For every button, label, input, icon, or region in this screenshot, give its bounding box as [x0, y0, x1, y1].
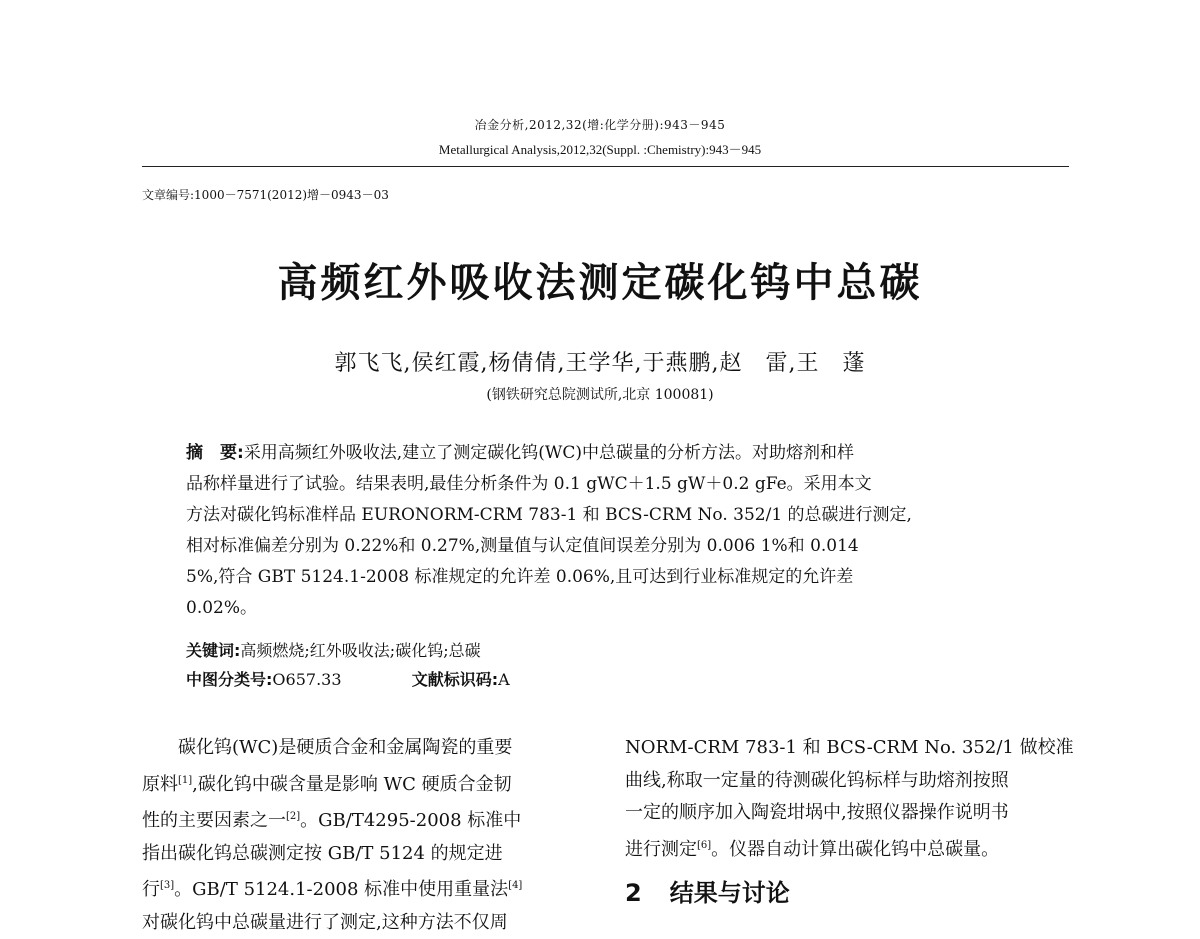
citation-ref: [1]	[178, 775, 192, 786]
article-number: 文章编号:1000－7571(2012)增－0943－03	[142, 186, 389, 203]
citation-ref: [4]	[508, 880, 522, 891]
body-column-left	[142, 732, 582, 939]
body-line: 指出碳化钨总碳测定按 GB/T 5124 的规定进	[142, 838, 582, 871]
doc-code-value: A	[498, 670, 510, 689]
citation-ref: [2]	[286, 811, 300, 822]
journal-citation-en: Metallurgical Analysis,2012,32(Suppl. :Chemistry):943－945	[0, 139, 1200, 158]
abstract-line: 相对标准偏差分别为 0.22%和 0.27%,测量值与认定值间误差分别为 0.006 1%和 0.014	[186, 531, 1032, 562]
section-heading	[625, 873, 790, 908]
body-line: 碳化钨(WC)是硬质合金和金属陶瓷的重要	[142, 732, 582, 765]
body-line: 曲线,称取一定量的待测碳化钨标样与助熔剂按照	[625, 765, 1069, 798]
body-line: 对碳化钨中总碳量进行了测定,这种方法不仅周	[142, 907, 582, 939]
body-line: 性的主要因素之一[2]。GB/T4295-2008 标准中	[142, 801, 582, 838]
clc-label: 中图分类号:	[186, 670, 272, 689]
affiliation: (钢铁研究总院测试所,北京 100081)	[0, 384, 1200, 404]
classification	[186, 667, 510, 690]
body-line: 行[3]。GB/T 5124.1-2008 标准中使用重量法[4]	[142, 870, 582, 907]
paper-title: 高频红外吸收法测定碳化钨中总碳	[0, 251, 1200, 308]
abstract-line: 品称样量进行了试验。结果表明,最佳分析条件为 0.1 gWC＋1.5 gW＋0.2 gFe。采用本文	[186, 469, 1032, 500]
body-column-right	[625, 732, 1069, 866]
abstract-line: 0.02%。	[186, 593, 1032, 624]
abstract-text: 采用高频红外吸收法,建立了测定碳化钨(WC)中总碳量的分析方法。对助熔剂和样	[244, 443, 854, 463]
keywords	[186, 638, 481, 661]
section-number: 2	[625, 879, 642, 907]
abstract-line	[186, 438, 1032, 469]
doc-code-label: 文献标识码:	[412, 670, 498, 689]
authors: 郭飞飞,侯红霞,杨倩倩,王学华,于燕鹏,赵 雷,王 蓬	[0, 346, 1200, 377]
body-line: NORM-CRM 783-1 和 BCS-CRM No. 352/1 做校准	[625, 732, 1069, 765]
body-line: 一定的顺序加入陶瓷坩埚中,按照仪器操作说明书	[625, 797, 1069, 830]
clc-value: O657.33	[272, 670, 341, 689]
abstract-line: 方法对碳化钨标准样品 EURONORM-CRM 783-1 和 BCS-CRM No. 352/1 的总碳进行测定,	[186, 500, 1032, 531]
keywords-value: 高频燃烧;红外吸收法;碳化钨;总碳	[240, 641, 480, 660]
citation-ref: [6]	[697, 840, 711, 851]
journal-citation-cn: 冶金分析,2012,32(增:化学分册):943－945	[0, 116, 1200, 133]
body-line: 进行测定[6]。仪器自动计算出碳化钨中总碳量。	[625, 830, 1069, 867]
body-line: 原料[1],碳化钨中碳含量是影响 WC 硬质合金韧	[142, 765, 582, 802]
section-title: 结果与讨论	[670, 879, 790, 907]
header-rule	[142, 166, 1069, 167]
keywords-label: 关键词:	[186, 641, 240, 660]
citation-ref: [3]	[160, 880, 174, 891]
abstract-line: 5%,符合 GBT 5124.1-2008 标准规定的允许差 0.06%,且可达到行业标准规定的允许差	[186, 562, 1032, 593]
abstract	[186, 438, 1032, 624]
abstract-label: 摘 要:	[186, 443, 244, 463]
